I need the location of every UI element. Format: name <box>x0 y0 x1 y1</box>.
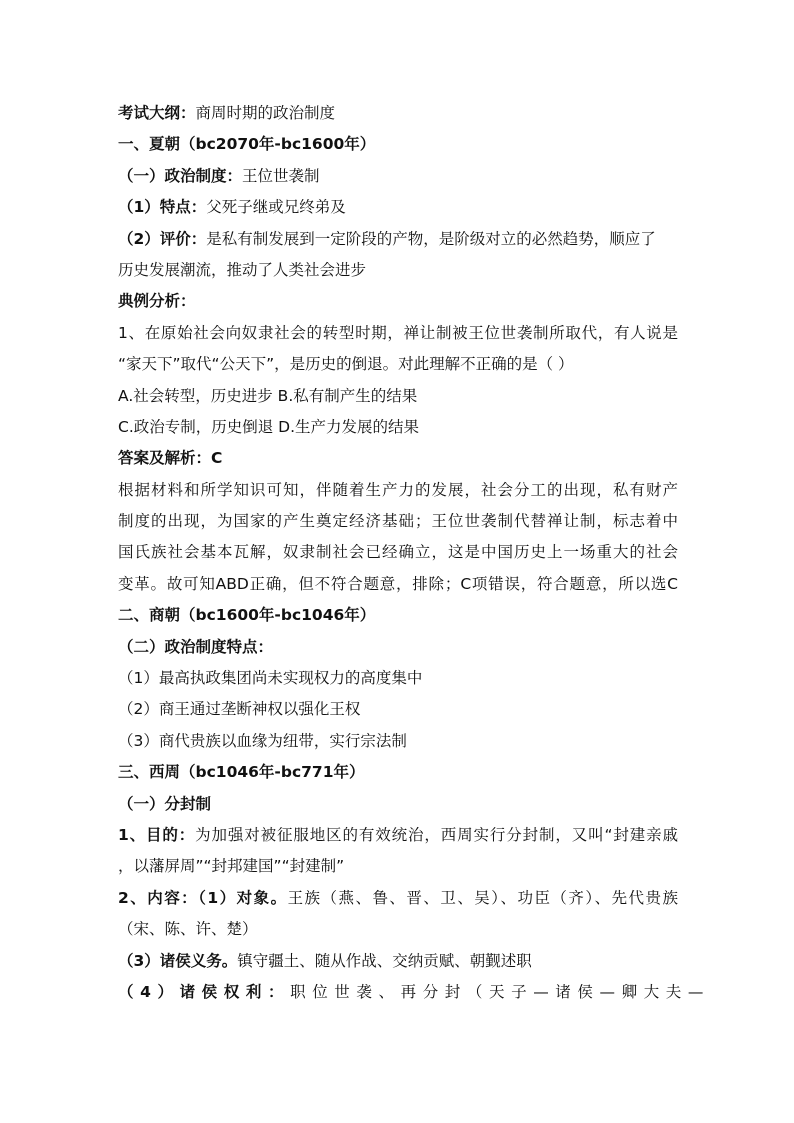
analysis-line: 国氏族社会基本瓦解，奴隶制社会已经确立，这是中国历史上一场重大的社会 <box>118 543 678 562</box>
vassal-duties: （3）诸侯义务。镇守疆土、随从作战、交纳贡赋、朝觐述职 <box>118 951 532 970</box>
purpose-line-cont: ，以藩屏周”“封邦建国”“封建制” <box>118 857 345 876</box>
answer-heading: 答案及解析：C <box>118 449 223 468</box>
purpose-line: 1、目的：为加强对被征服地区的有效统治，西周实行分封制，又叫“封建亲戚 <box>118 825 678 844</box>
question-text: 1、在原始社会向奴隶社会的转型时期，禅让制被王位世袭制所取代，有人说是 <box>118 323 678 342</box>
analysis-line: 根据材料和所学知识可知，伴随着生产力的发展，社会分工的出现，私有财产 <box>118 480 678 499</box>
section-heading-shang: 二、商朝（bc1600年-bc1046年） <box>118 606 376 625</box>
vassal-rights: （4）诸侯权利：职位世袭、再分封（天子—诸侯—卿大夫— <box>118 982 710 1001</box>
example-heading: 典例分析： <box>118 292 196 311</box>
subheading-features: （二）政治制度特点： <box>118 637 274 656</box>
subheading-political-system: （一）政治制度：王位世袭制 <box>118 166 320 185</box>
point-evaluation-cont: 历史发展潮流，推动了人类社会进步 <box>118 260 367 279</box>
content-line: 2、内容：（1）对象。王族（燕、鲁、晋、卫、吴）、功臣（齐）、先代贵族 <box>118 888 678 907</box>
feature-item: （3）商代贵族以血缘为纽带，实行宗法制 <box>118 731 407 750</box>
question-text-cont: “家天下”取代“公天下”，是历史的倒退。对此理解不正确的是（ ） <box>118 355 574 374</box>
analysis-line: 制度的出现，为国家的产生奠定经济基础；王位世袭制代替禅让制，标志着中 <box>118 512 678 531</box>
point-characteristics: （1）特点：父死子继或兄终弟及 <box>118 198 346 217</box>
point-evaluation: （2）评价：是私有制发展到一定阶段的产物，是阶级对立的必然趋势，顺应了 <box>118 229 656 248</box>
document-body <box>118 98 710 1008</box>
syllabus-line: 考试大纲：商周时期的政治制度 <box>118 104 336 122</box>
analysis-line: 变革。故可知ABD正确，但不符合题意，排除；C项错误，符合题意，所以选C <box>118 574 678 593</box>
content-line-cont: （宋、陈、许、楚） <box>118 920 258 939</box>
subheading-enfeoffment: （一）分封制 <box>118 794 212 813</box>
feature-item: （2）商王通过垄断神权以强化王权 <box>118 700 361 719</box>
section-heading-western-zhou: 三、西周（bc1046年-bc771年） <box>118 763 365 782</box>
feature-item: （1）最高执政集团尚未实现权力的高度集中 <box>118 669 423 688</box>
options-cd: C.政治专制，历史倒退 D.生产力发展的结果 <box>118 417 420 436</box>
options-ab: A.社会转型，历史进步 B.私有制产生的结果 <box>118 386 418 405</box>
section-heading-xia: 一、夏朝（bc2070年-bc1600年） <box>118 135 376 154</box>
